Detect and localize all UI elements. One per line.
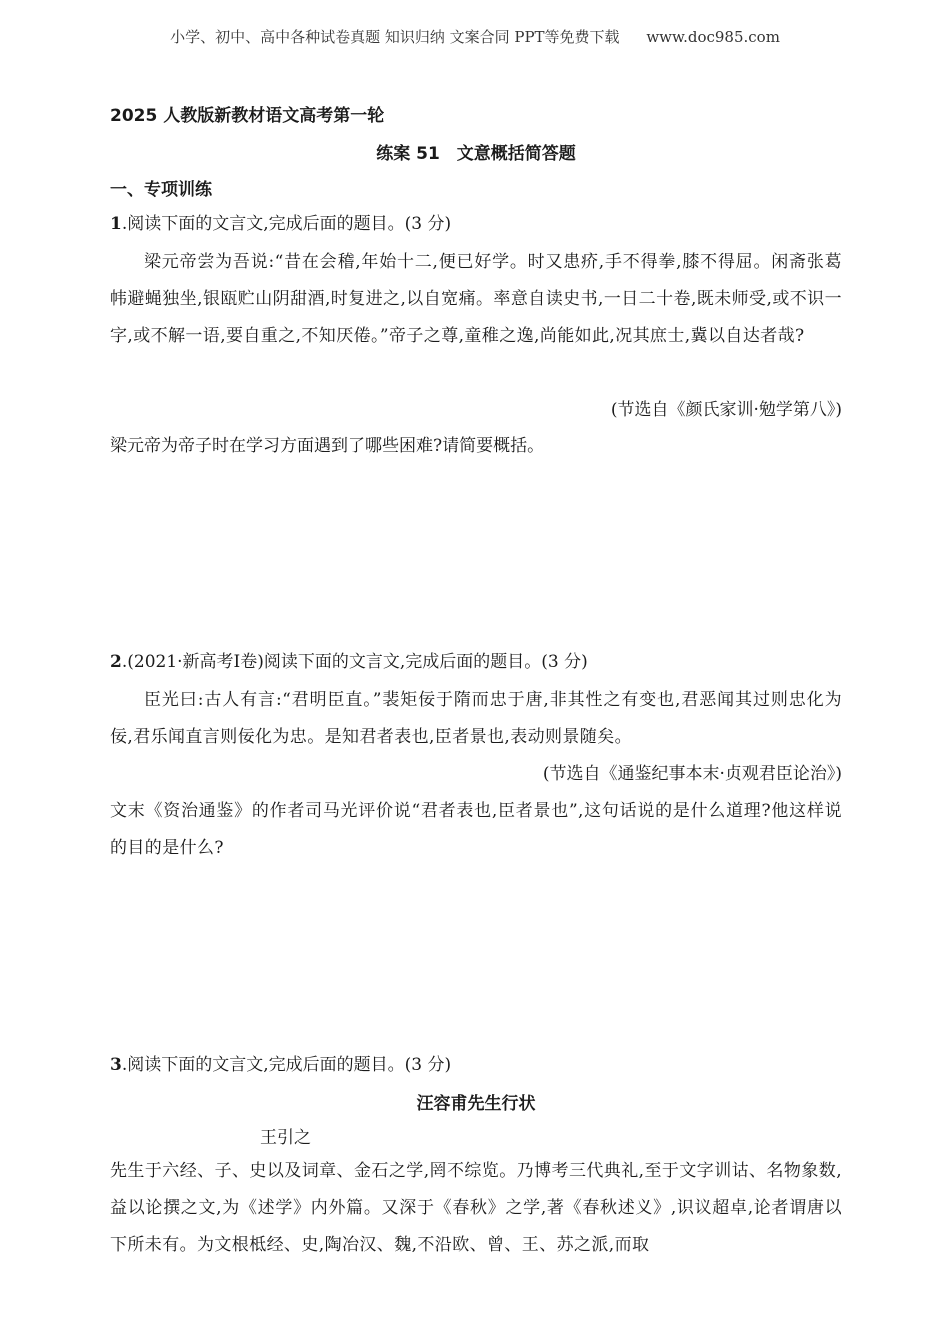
q1-passage: 梁元帝尝为吾说:“昔在会稽,年始十二,便已好学。时又患疥,手不得拳,膝不得屈。闲斋张葛帏避蝇独坐,银瓯贮山阴甜酒,时复进之,以自宽痛。率意自读史书,一日二十卷,既未师受,或不识一字,或不解一语,要自重之,不知厌倦。”帝子之尊,童稚之逸,尚能如此,况其庶士,冀以自达者哉?: [110, 252, 842, 346]
header-text: 小学、初中、高中各种试卷真题 知识归纳 文案合同 PPT等免费下载: [170, 28, 620, 46]
q2-prompt: [110, 650, 842, 674]
q3-prompt-text: .阅读下面的文言文,完成后面的题目。(3 分): [121, 1055, 452, 1075]
q2-number: 2: [110, 652, 122, 672]
q2-question: 文末《资治通鉴》的作者司马光评价说“君者表也,臣者景也”,这句话说的是什么道理?他这样说的目的是什么?: [110, 801, 842, 858]
q2-source: (节选自《通鉴纪事本末·贞观君臣论治》): [542, 764, 842, 784]
q3-passage-title: 汪容甫先生行状: [416, 1094, 536, 1114]
q1-prompt: [110, 212, 842, 236]
header-url[interactable]: www.doc985.com: [646, 28, 780, 46]
q1-prompt-text: .阅读下面的文言文,完成后面的题目。(3 分): [121, 214, 452, 234]
q3-prompt: [110, 1053, 842, 1077]
q1-number: 1: [110, 214, 122, 234]
q3-passage: 先生于六经、子、史以及词章、金石之学,罔不综览。乃博考三代典礼,至于文字训诂、名物象数,益以论撰之文,为《述学》内外篇。又深于《春秋》之学,著《春秋述义》,识议超卓,论者谓唐以下所未有。为文根柢经、史,陶冶汉、魏,不沿欧、曾、王、苏之派,而取: [110, 1161, 842, 1255]
series-title: 2025 人教版新教材语文高考第一轮: [110, 106, 385, 126]
page-title: 练案 51 文意概括简答题: [376, 144, 576, 164]
q2-prompt-text: .(2021·新高考Ⅰ卷)阅读下面的文言文,完成后面的题目。(3 分): [121, 652, 588, 672]
q1-question: 梁元帝为帝子时在学习方面遇到了哪些困难?请简要概括。: [110, 436, 545, 456]
q3-number: 3: [110, 1055, 122, 1075]
q2-passage: 臣光曰:古人有言:“君明臣直。”裴矩佞于隋而忠于唐,非其性之有变也,君恶闻其过则忠化为佞,君乐闻直言则佞化为忠。是知君者表也,臣者景也,表动则景随矣。: [110, 690, 842, 747]
q1-source: (节选自《颜氏家训·勉学第八》): [610, 400, 842, 420]
page-header: [0, 26, 950, 47]
q3-author: 王引之: [260, 1128, 311, 1148]
section-heading: 一、专项训练: [110, 180, 212, 200]
